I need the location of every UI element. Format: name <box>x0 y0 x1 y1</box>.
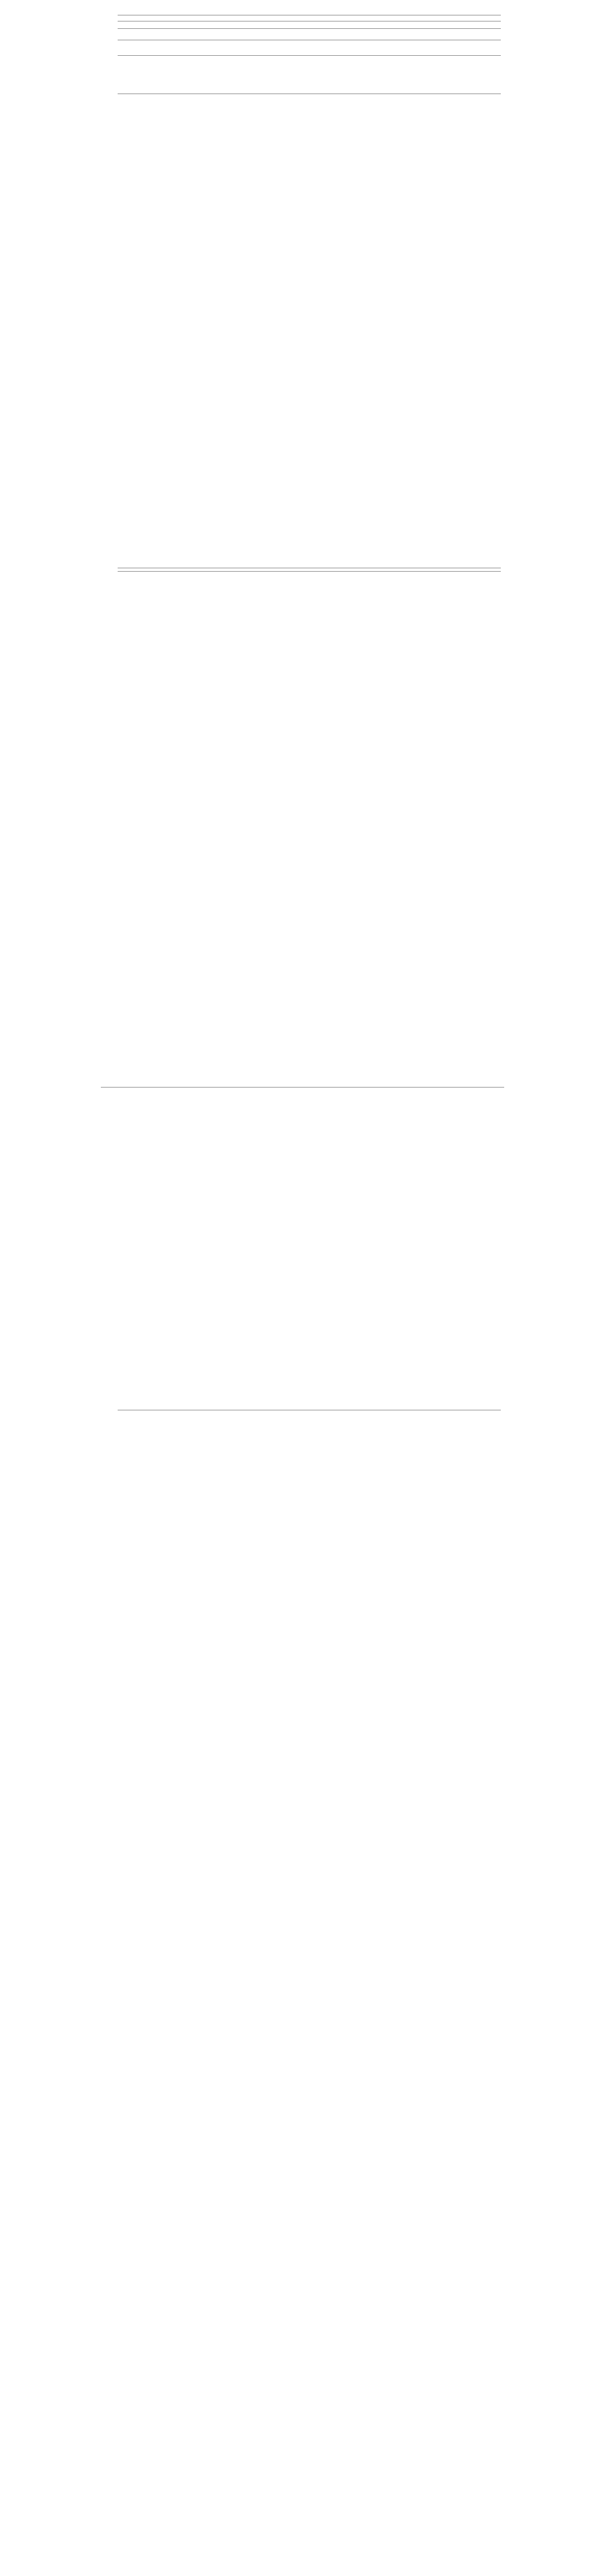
semi-final-result <box>64 2018 541 2023</box>
competition-report <box>118 7 501 97</box>
round1-result <box>19 2314 588 2319</box>
skating-report <box>101 1076 504 1106</box>
final-round-report <box>118 1399 501 1413</box>
result-report <box>118 558 501 581</box>
